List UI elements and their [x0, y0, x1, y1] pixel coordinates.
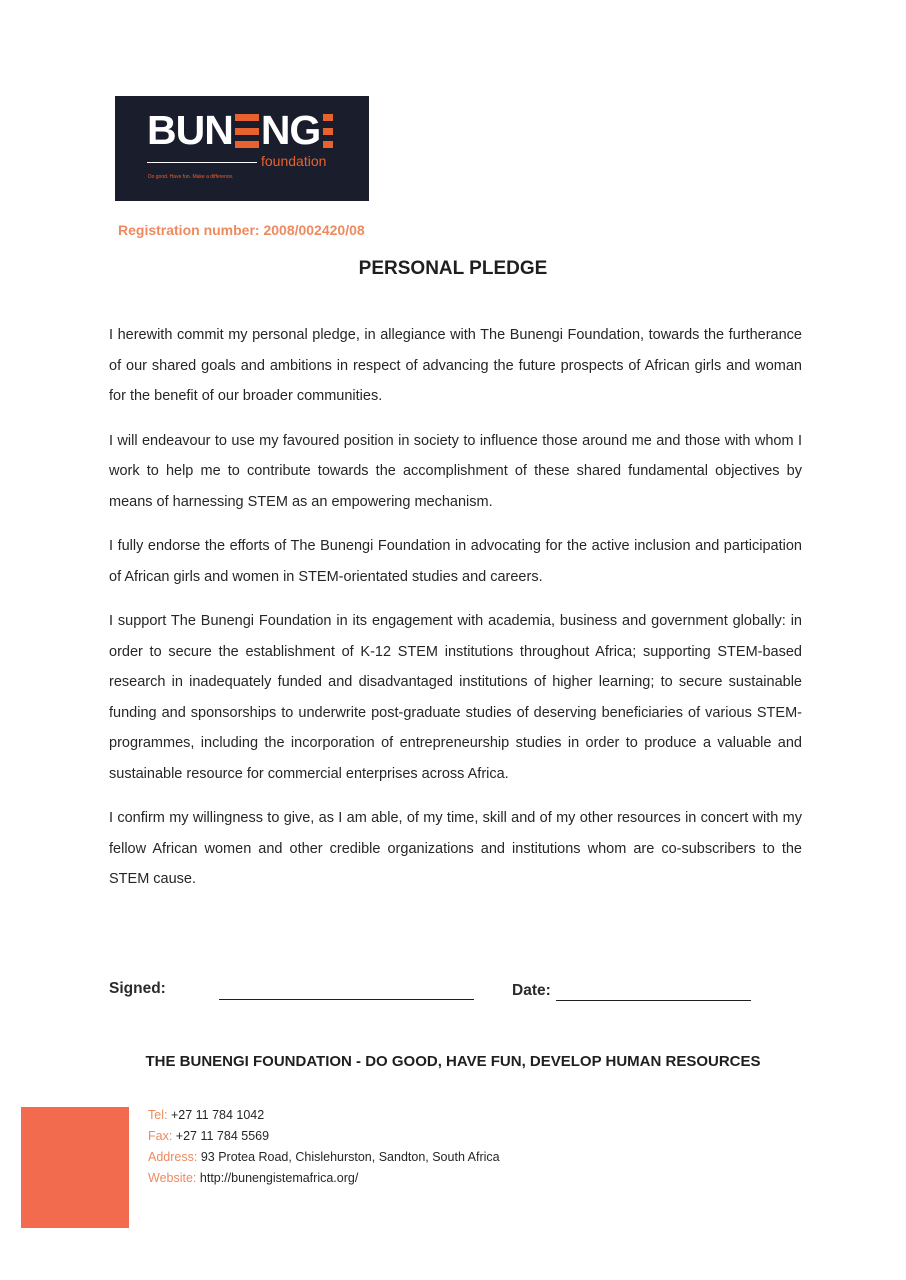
pledge-paragraph-2: I will endeavour to use my favoured position in society to influence those around me and those with whom I work to help me to contribute towards the accomplishment of these shared fundamental objectives by means of harnessing STEM as an empowering mechanism. — [109, 432, 802, 510]
logo-e-bars-icon — [235, 114, 259, 148]
date-label: Date: — [512, 982, 551, 999]
fax-value: +27 11 784 5569 — [175, 1129, 270, 1143]
website-label: Website: — [148, 1171, 197, 1185]
contact-address — [148, 1147, 500, 1168]
tel-label: Tel: — [148, 1108, 168, 1122]
page-title: PERSONAL PLEDGE — [358, 258, 548, 279]
pledge-paragraph-5: I confirm my willingness to give, as I am able, of my time, skill and of my other resources in concert with my fellow African women and other credible organizations and institutions whom are co-subscribers to the STEM cause. — [109, 810, 802, 887]
address-value: 93 Protea Road, Chislehurston, Sandton, South Africa — [200, 1150, 500, 1164]
signature-line — [219, 999, 474, 1000]
logo-i-bars-icon — [323, 114, 333, 148]
contact-fax — [148, 1126, 500, 1147]
registration-number: Registration number: 2008/002420/08 — [118, 222, 365, 238]
website-link[interactable]: http://bunengistemafrica.org/ — [199, 1171, 359, 1185]
pledge-paragraph-4: I support The Bunengi Foundation in its engagement with academia, business and government globally: in order to secure the establishment of K-12 STEM institutions throughout Africa; supporting STEM-based research in inadequately funded and disadvantaged institutions of higher learning; to secure sustainable funding and sponsorships to underwrite post-graduate studies of deserving beneficiaries of various STEM-programmes, including the incorporation of entrepreneurship studies in order to produce a valuable and sustainable resource for commercial enterprises across Africa. — [109, 613, 802, 782]
pledge-paragraph-1: I herewith commit my personal pledge, in allegiance with The Bunengi Foundation, towards the furtherance of our shared goals and ambitions in respect of advancing the future prospects of African girls and woman for the benefit of our broader communities. — [109, 327, 802, 404]
fax-label: Fax: — [148, 1129, 173, 1143]
contact-website — [148, 1168, 500, 1189]
logo-tagline: Do good. Have fun. Make a difference. — [148, 174, 234, 180]
logo-word-mid: NG — [260, 107, 321, 153]
logo-wordmark — [147, 106, 333, 154]
signed-label: Signed: — [109, 980, 166, 997]
contact-details — [148, 1105, 500, 1189]
logo-word-start: BUN — [147, 107, 233, 153]
pledge-body — [109, 320, 802, 909]
address-label: Address: — [148, 1150, 198, 1164]
date-line — [556, 1000, 751, 1001]
contact-tel — [148, 1105, 500, 1126]
pledge-paragraph-3: I fully endorse the efforts of The Bunengi Foundation in advocating for the active inclusion and participation of African girls and women in STEM-orientated studies and careers. — [109, 538, 802, 585]
logo-divider — [147, 162, 257, 163]
foundation-logo — [115, 96, 369, 201]
orange-accent-block — [21, 1107, 129, 1228]
logo-subtitle: foundation — [261, 153, 327, 169]
footer-slogan: THE BUNENGI FOUNDATION - DO GOOD, HAVE FUN, DEVELOP HUMAN RESOURCES — [145, 1053, 761, 1070]
tel-value: +27 11 784 1042 — [170, 1108, 265, 1122]
